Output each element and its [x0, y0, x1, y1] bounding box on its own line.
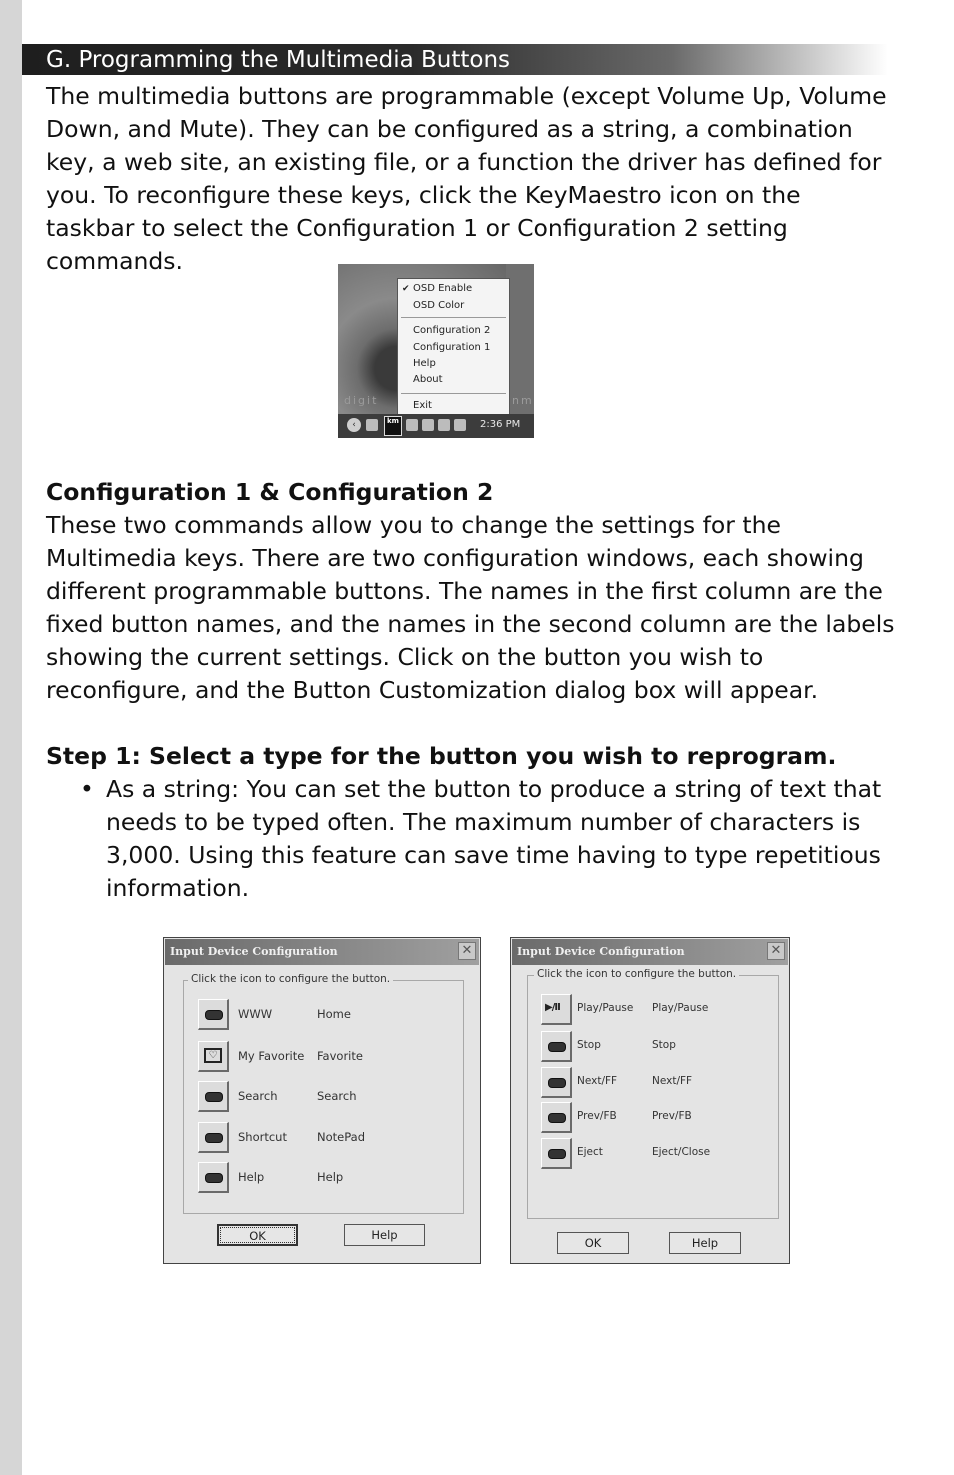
tray-icon[interactable] — [422, 419, 434, 431]
key-icon — [548, 1113, 566, 1123]
section-title: G. Programming the Multimedia Buttons — [22, 44, 888, 75]
menu-item-configuration-2[interactable]: Configuration 2 — [413, 325, 491, 336]
checkmark-icon: ✔ — [402, 284, 410, 294]
button-label: Stop — [652, 1039, 676, 1051]
config-row-stop — [541, 1031, 766, 1063]
play-pause-icon: ▶/II — [545, 1002, 560, 1013]
key-icon — [205, 1133, 223, 1143]
key-icon — [548, 1042, 566, 1052]
button-label: Prev/FB — [652, 1110, 692, 1122]
group-caption: Click the icon to configure the button. — [188, 973, 393, 985]
input-device-config-dialog-1 — [163, 937, 481, 1264]
step1-bullets — [46, 773, 896, 905]
button-name: Next/FF — [577, 1075, 618, 1087]
button-label: Next/FF — [652, 1075, 693, 1087]
config-heading: Configuration 1 & Configuration 2 — [46, 478, 494, 506]
menu-item-about[interactable]: About — [413, 374, 443, 385]
button-name: WWW — [238, 1007, 273, 1021]
help-button[interactable]: Help — [344, 1224, 425, 1246]
tray-icon[interactable] — [366, 419, 378, 431]
page-margin-bar — [0, 0, 22, 1475]
menu-item-osd-color[interactable]: OSD Color — [413, 300, 465, 311]
config-row-www — [198, 999, 448, 1031]
keymaestro-icon[interactable]: km — [384, 416, 402, 436]
help-button[interactable]: Help — [669, 1232, 741, 1254]
configure-next-ff-button[interactable] — [541, 1067, 572, 1098]
key-icon — [205, 1173, 223, 1183]
config-row-my-favorite — [198, 1041, 448, 1073]
button-label: NotePad — [317, 1130, 365, 1144]
config-row-play-pause — [541, 994, 766, 1026]
wallpaper-text: digit — [344, 394, 379, 407]
configure-shortcut-button[interactable] — [198, 1122, 229, 1153]
menu-item-help[interactable]: Help — [413, 358, 436, 369]
title-bar — [165, 939, 479, 965]
tray-menu-screenshot — [338, 264, 534, 438]
context-menu — [397, 278, 510, 418]
ok-button[interactable]: OK — [557, 1232, 629, 1254]
button-groupbox — [527, 968, 779, 1219]
button-label: Search — [317, 1089, 357, 1103]
intro-paragraph: The multimedia buttons are programmable (except Volume Up, Volume Down, and Mute). They can be configured as a string, a combination key, a web site, an existing file, or a function the driver has defined for you. To reconfigure these keys, click the KeyMaestro icon on the taskbar to select the Configuration 1 or Configuration 2 setting commands. — [46, 82, 887, 275]
configure-help-button[interactable] — [198, 1162, 229, 1193]
tray-icon[interactable] — [438, 419, 450, 431]
button-name: Eject — [577, 1146, 603, 1158]
title-bar — [512, 939, 788, 965]
key-icon — [548, 1149, 566, 1159]
config-paragraph: These two commands allow you to change the settings for the Multimedia keys. There are two configuration windows, each showing different programmable buttons. The names in the first column are the fixed button names, and the names in the second column are the labels showing the current settings. Click on the button you wish to reconfigure, and the Button Customization dialog box will appear. — [46, 511, 895, 704]
config-row-search — [198, 1081, 448, 1113]
configure-my-favorite-button[interactable] — [198, 1041, 229, 1072]
dialog-title: Input Device Configuration — [170, 945, 338, 958]
button-name: Shortcut — [238, 1130, 287, 1144]
close-button[interactable]: ✕ — [767, 942, 785, 960]
taskbar — [338, 414, 534, 438]
tray-expand-icon[interactable]: ‹ — [347, 418, 361, 432]
key-icon — [548, 1078, 566, 1088]
favorite-icon: ♡ — [204, 1048, 222, 1063]
dialog-title: Input Device Configuration — [517, 945, 685, 958]
button-name: Prev/FB — [577, 1110, 617, 1122]
menu-item-osd-enable[interactable]: OSD Enable — [413, 283, 473, 294]
ok-button[interactable]: OK — [217, 1224, 298, 1246]
button-groupbox — [183, 973, 464, 1214]
tray-icon[interactable] — [454, 419, 466, 431]
configure-stop-button[interactable] — [541, 1031, 572, 1062]
input-device-config-dialog-2 — [510, 937, 790, 1264]
bullet-string: • As a string: You can set the button to produce a string of text that needs to be typed often. The maximum number of characters is 3,000. Using this feature can save time having to type repetitious information. — [46, 773, 896, 905]
menu-separator — [401, 317, 506, 318]
config-row-prev-fb — [541, 1102, 766, 1134]
close-button[interactable]: ✕ — [458, 942, 476, 960]
configure-prev-fb-button[interactable] — [541, 1102, 572, 1133]
menu-item-exit[interactable]: Exit — [413, 400, 432, 411]
step1-heading: Step 1: Select a type for the button you wish to reprogram. — [46, 742, 837, 770]
configure-search-button[interactable] — [198, 1081, 229, 1112]
button-label: Favorite — [317, 1049, 363, 1063]
configure-eject-button[interactable] — [541, 1138, 572, 1169]
key-icon — [205, 1092, 223, 1102]
button-name: Play/Pause — [577, 1002, 634, 1014]
configure-www-button[interactable] — [198, 999, 229, 1030]
button-label: Help — [317, 1170, 344, 1184]
config-row-next-ff — [541, 1067, 766, 1099]
menu-item-configuration-1[interactable]: Configuration 1 — [413, 342, 491, 353]
menu-separator — [401, 393, 506, 394]
button-name: Stop — [577, 1039, 601, 1051]
button-name: Search — [238, 1089, 278, 1103]
button-name: Help — [238, 1170, 265, 1184]
configure-play-pause-button[interactable] — [541, 994, 572, 1025]
button-label: Home — [317, 1007, 351, 1021]
clock: 2:36 PM — [480, 419, 521, 430]
button-name: My Favorite — [238, 1049, 305, 1063]
wallpaper-text: nm — [512, 394, 534, 407]
config-row-shortcut — [198, 1122, 448, 1154]
key-icon — [205, 1010, 223, 1020]
tray-icon[interactable] — [406, 419, 418, 431]
group-caption: Click the icon to configure the button. — [534, 968, 739, 980]
button-label: Eject/Close — [652, 1146, 711, 1158]
config-row-eject — [541, 1138, 766, 1170]
config-row-help — [198, 1162, 448, 1194]
button-label: Play/Pause — [652, 1002, 709, 1014]
